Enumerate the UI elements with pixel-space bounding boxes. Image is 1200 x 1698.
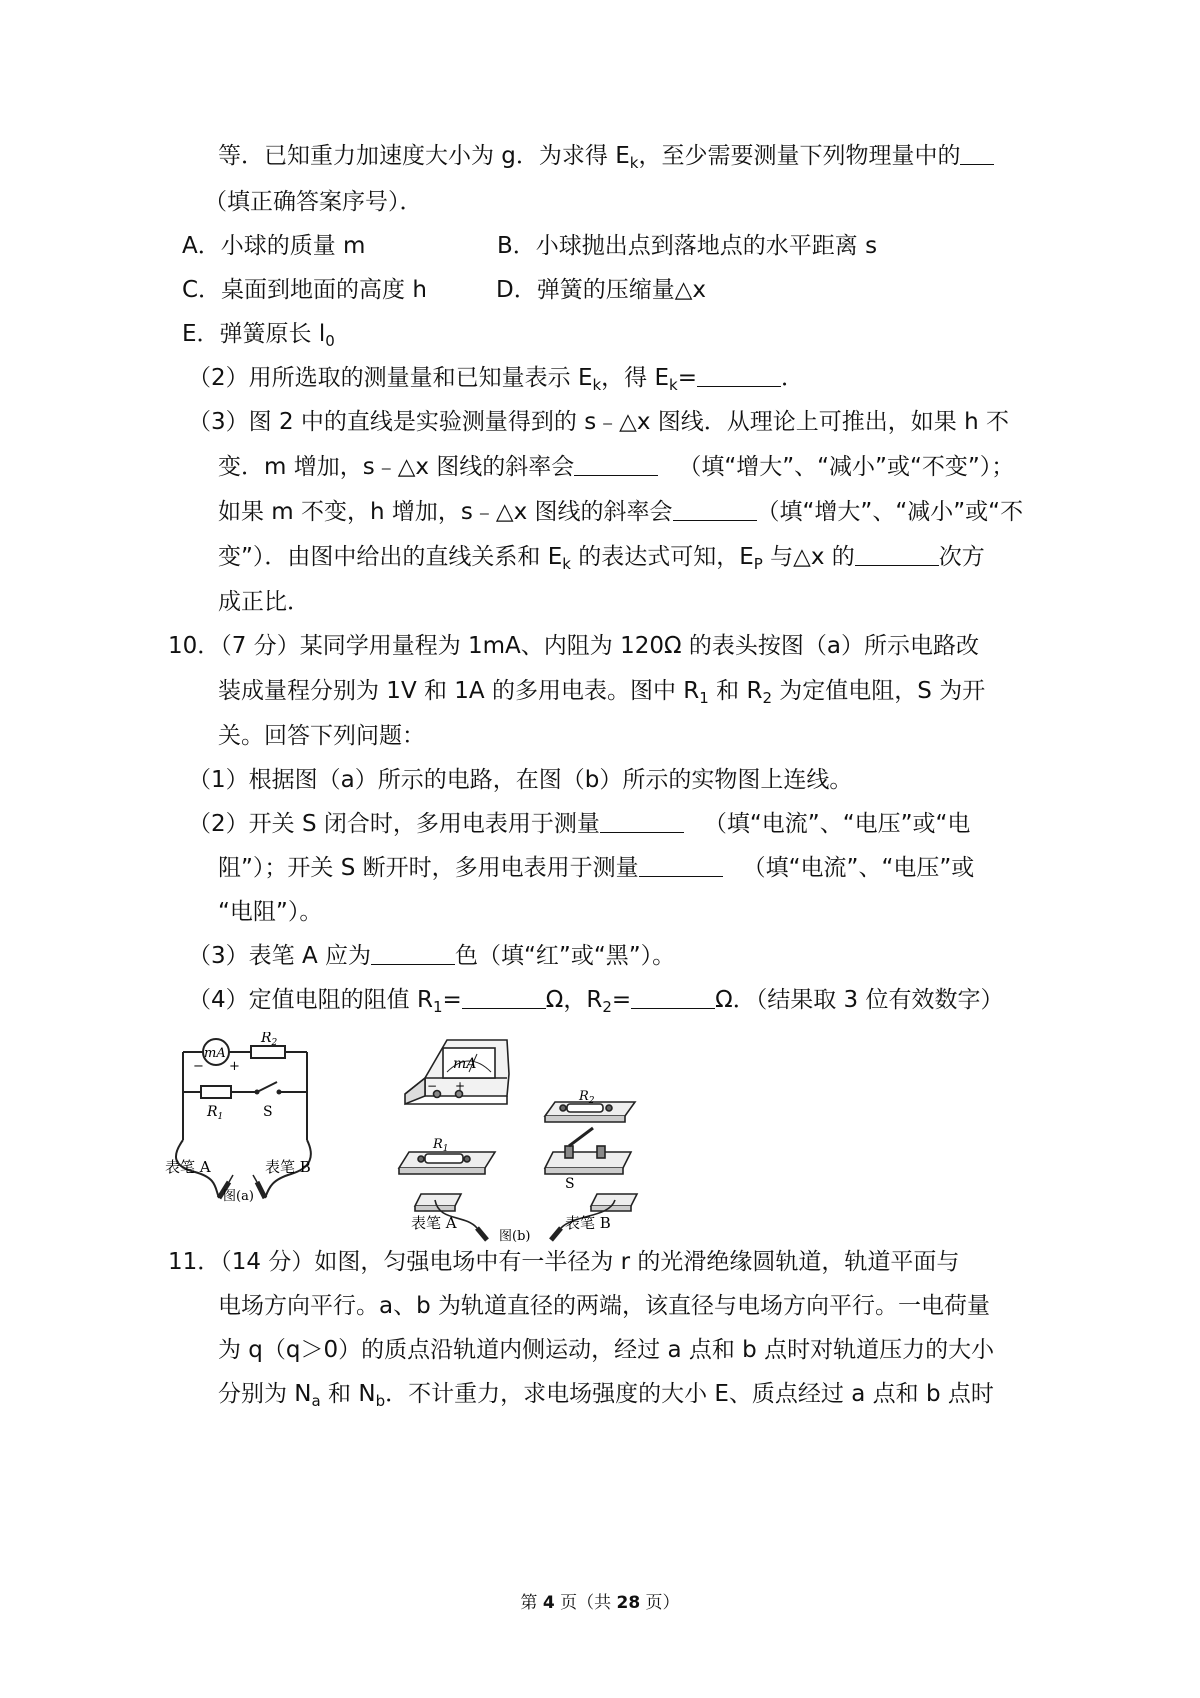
- probe-b-label: 表笔 B: [565, 1214, 611, 1232]
- q10-stem-line-3: 关。回答下列问题：: [218, 723, 425, 749]
- probe-b-label: 表笔 B: [265, 1158, 311, 1176]
- probe-a-icon: [477, 1228, 487, 1240]
- q10-part-2-line-1: （2）开关 S 闭合时，多用电表用于测量 （填“电流”、“电压”或“电: [188, 811, 971, 837]
- answer-blank[interactable]: [697, 364, 781, 387]
- meter-label: mA: [453, 1056, 477, 1072]
- q9-line-1: 等．已知重力加速度大小为 g．为求得 $E_k$，至少需要测量下列物理量中的: [218, 140, 994, 179]
- r2-label: $R_2$: [579, 1089, 595, 1106]
- answer-blank[interactable]: [600, 810, 684, 833]
- figure-b-caption: 图(b): [499, 1229, 531, 1242]
- answer-blank[interactable]: [855, 543, 939, 566]
- r1-label: $R_1$: [207, 1104, 224, 1122]
- option-b: B．小球抛出点到落地点的水平距离 s: [497, 233, 878, 259]
- meter-label: mA: [204, 1046, 226, 1061]
- r2-label: $R_2$: [261, 1032, 278, 1048]
- r1-label: $R_1$: [433, 1137, 449, 1154]
- answer-blank[interactable]: [574, 453, 658, 476]
- q9-line-2: （填正确答案序号）．: [204, 189, 423, 215]
- plus-terminal-label: +: [229, 1059, 240, 1074]
- figure-b-apparatus: [395, 1028, 665, 1242]
- option-a: A．小球的质量 m: [182, 233, 366, 259]
- probe-a-label: 表笔 A: [165, 1158, 211, 1176]
- switch-s-label: S: [263, 1104, 273, 1120]
- q10-part-1: （1）根据图（a）所示的电路，在图（b）所示的实物图上连线。: [188, 767, 853, 793]
- minus-terminal-label: −: [427, 1079, 438, 1093]
- resistor-r1-symbol: [201, 1086, 231, 1098]
- figure-a-circuit: [165, 1032, 365, 1212]
- answer-blank[interactable]: [462, 986, 546, 1009]
- q9-part-3-line-4: 变”）．由图中给出的直线关系和 $E_k$ 的表达式可知，$E_P$ 与△x 的 次方: [218, 544, 985, 573]
- answer-blank[interactable]: [639, 854, 723, 877]
- total-pages: 28: [616, 1593, 641, 1613]
- q9-part-3-line-2: 变．m 增加，s﹣△x 图线的斜率会 （填“增大”、“减小”或“不变”）；: [218, 454, 1015, 480]
- q9-part-3-line-1: （3）图 2 中的直线是实验测量得到的 s﹣△x 图线．从理论上可推出，如果 h 不: [188, 409, 1009, 435]
- answer-blank[interactable]: [631, 986, 715, 1009]
- q10-stem-line-1: 10．（7 分）某同学用量程为 1mA、内阻为 120Ω 的表头按图（a）所示电路改: [168, 633, 979, 659]
- q10-part-2-line-2: 阻”）；开关 S 断开时，多用电表用于测量 （填“电流”、“电压”或: [218, 855, 975, 881]
- probe-b-icon: [253, 1175, 265, 1198]
- figure-a-caption: 图(a): [223, 1189, 254, 1204]
- probe-b-icon: [551, 1228, 561, 1240]
- plus-terminal-label: +: [455, 1079, 466, 1093]
- option-e: E．弹簧原长 $l_0$: [182, 321, 335, 350]
- probe-a-label: 表笔 A: [411, 1214, 457, 1232]
- option-c: C．桌面到地面的高度 h: [182, 277, 427, 303]
- switch-s-label: S: [565, 1176, 575, 1192]
- option-d: D．弹簧的压缩量△x: [496, 277, 707, 303]
- answer-blank[interactable]: [673, 498, 757, 521]
- q10-stem-line-2: 装成量程分别为 1V 和 1A 的多用电表。图中 $R_1$ 和 $R_2$ 为定值电阻，S 为开: [218, 678, 986, 707]
- answer-blank[interactable]: [960, 142, 994, 165]
- q11-stem-line-3: 为 q（q＞0）的质点沿轨道内侧运动，经过 a 点和 b 点时对轨道压力的大小: [218, 1337, 995, 1363]
- q11-stem-line-4: 分别为 $N_a$ 和 $N_b$．不计重力，求电场强度的大小 E、质点经过 a 点和 b 点时: [218, 1381, 994, 1410]
- q11-stem-line-1: 11．（14 分）如图，匀强电场中有一半径为 r 的光滑绝缘圆轨道，轨道平面与: [168, 1249, 960, 1275]
- q9-part-3-line-5: 成正比．: [218, 589, 310, 615]
- resistor-r2-symbol: [251, 1046, 285, 1058]
- q9-part-2: （2）用所选取的测量量和已知量表示 $E_k$，得 $E_k=$ ．: [188, 365, 804, 394]
- q9-part-3-line-3: 如果 m 不变，h 增加，s﹣△x 图线的斜率会 （填“增大”、“减小”或“不: [218, 499, 1024, 525]
- page-number: 4: [542, 1593, 555, 1613]
- page-footer: 第 4 页（共 28 页）: [520, 1593, 680, 1613]
- q11-stem-line-2: 电场方向平行。a、b 为轨道直径的两端，该直径与电场方向平行。一电荷量: [218, 1293, 991, 1319]
- q10-part-3: （3）表笔 A 应为 色（填“红”或“黑”）。: [188, 943, 676, 969]
- answer-blank[interactable]: [371, 942, 455, 965]
- q10-part-2-line-3: “电阻”）。: [218, 899, 323, 925]
- minus-terminal-label: −: [193, 1059, 204, 1074]
- q10-part-4: （4）定值电阻的阻值 $R_1= \Omega$，$R_2= \Omega$．（结果取 3 位有效数字）: [188, 987, 1004, 1016]
